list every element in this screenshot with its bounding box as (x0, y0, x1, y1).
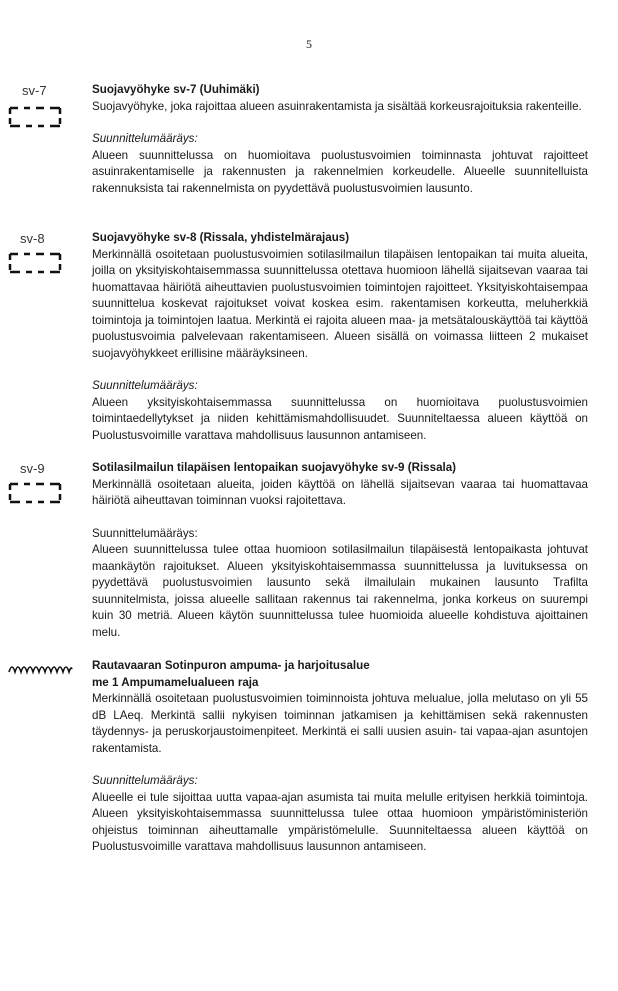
regulation-label: Suunnittelumääräys: (92, 774, 198, 787)
entry-title: Suojavyöhyke sv-8 (Rissala, yhdistelmärajaus) (92, 231, 350, 244)
sv-7-zone-symbol-icon (8, 82, 68, 126)
regulation-text: Alueen suunnittelussa tulee ottaa huomioon sotilasilmailun tilapäisestä lentopaikasta johtuvat maankäytön rajoitukset. Alueen yksityiskohtaisemmassa suunnittelussa ja luvituksessa on pyydettävä puolustusvoimien lausunto sekä ilmailulain mukainen lausunto Trafilta suunnitelmista, joissa alueelle sallitaan rakennus tai rakennelma, jonka korkeus on suurempi kuin 30 metriä. Alueen käytön suunnittelussa tulee huomioida alueelle kohdistuva ajoittainen melu. (92, 543, 588, 639)
entry-description: Suojavyöhyke, joka rajoittaa alueen asuinrakentamista ja sisältää korkeusrajoituksia rakenteille. (92, 99, 582, 113)
entry-subtitle: me 1 Ampumamelualueen raja (92, 675, 259, 689)
regulation-text: Alueelle ei tule sijoittaa uutta vapaa-ajan asumista tai muita melulle erityisen herkkiä toimintoja. Alueen yksityiskohtaisemmassa suunnittelussa tulee ottaa huomioon ympäristöministeriön ohjeistus toiminnan aiheuttamalle ympäristömelulle. Suunniteltaessa alueen käyttöä on Puolustusvoimille varattava mahdollisuus lausunnon antamiseen. (92, 790, 588, 853)
symbol-label: sv-7 (22, 83, 47, 98)
regulation-label: Suunnittelumääräys: (92, 379, 198, 392)
page-number: 5 (306, 37, 312, 51)
noise-zone-wave-line-icon (8, 660, 68, 704)
regulation-label: Suunnittelumääräys: (92, 526, 198, 540)
regulation-text: Alueen suunnittelussa on huomioitava puolustusvoimien toiminnasta johtuvat rajoitteet asuinrakentamiselle ja rakennusten ja rakennelmien korkeudelle. Alueelle suunnitelluista rakennuksista tai rakennelmista on pyydettävä puolustusvoimien lausunto. (92, 148, 588, 195)
entry-content (92, 460, 588, 641)
regulation-label: Suunnittelumääräys: (92, 132, 198, 145)
entry-description: Merkinnällä osoitetaan alueita, joiden käyttöä on lähellä sijaitsevan vaaraa tai huomattavaa häiriötä aiheuttavan toiminnan vuoksi rajoitettava. (92, 477, 588, 507)
entry-title: Rautavaaran Sotinpuron ampuma- ja harjoitusalue (92, 659, 370, 672)
entry-description: Merkinnällä osoitetaan puolustusvoimien toiminnoista johtuva melualue, jolla melutaso on yli 55 dB LAeq. Merkintä sallii nykyisen toiminnan jatkamisen ja kehittämisen sekä rakennusten täydennys- ja peruskorjaustoimenpiteet. Merkintä ei salli uusien asuin- tai vapaa-ajan asuntojen rakentamista. (92, 692, 588, 755)
entry-content (92, 230, 588, 444)
entry-content (92, 658, 588, 856)
entry-content (92, 82, 588, 197)
symbol-label: sv-8 (20, 231, 45, 246)
regulation-text: Alueen yksityiskohtaisemmassa suunnittelussa on huomioitava puolustusvoimien toimintaedellytykset ja niiden kehittämismahdollisuudet. Suunniteltaessa alueen käyttöä on Puolustusvoimille varattava mahdollisuus lausunnon antamiseen. (92, 395, 588, 442)
entry-description: Merkinnällä osoitetaan puolustusvoimien sotilasilmailun tilapäisen lentopaikan tai muita alueita, joilla on yksityiskohtaisemmassa suunnittelussa otettava huomioon lähellä sijaitsevan vaaraa tai huomattavaa häiriötä aiheuttavien puolustusvoimien toimintojen rajoitteet. Yksityiskohtaisempaa suunnittelua koskevat rajoitukset voivat koskea esim. rakentamisen korkeutta, meluherkkiä toimintoja ja toimintojen laatua. Merkintä ei rajoita alueen maa- ja metsätalouskäyttöä tai käyttöä puolustusvoimia palvelevaan rakentamiseen. Alueen sisällä on voimassa liitteen 2 mukaiset suojavyöhykkeet erillisine määräyksineen. (92, 247, 588, 360)
symbol-label: sv-9 (20, 461, 45, 476)
sv-8-zone-symbol-icon (8, 230, 68, 274)
sv-9-zone-symbol-icon (8, 460, 68, 504)
entry-title: Suojavyöhyke sv-7 (Uuhimäki) (92, 83, 260, 96)
entry-title: Sotilasilmailun tilapäisen lentopaikan suojavyöhyke sv-9 (Rissala) (92, 461, 457, 474)
